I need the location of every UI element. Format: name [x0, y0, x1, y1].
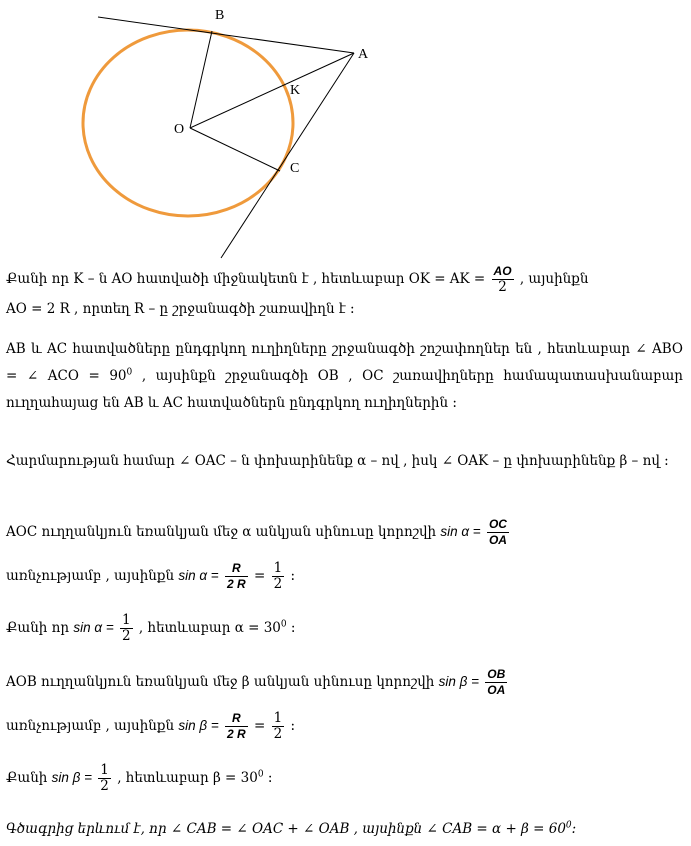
circle — [83, 30, 293, 216]
fraction-num: 1 — [273, 710, 283, 726]
radius-ob — [190, 31, 212, 128]
p4-text-b: առնչությամբ , այսինքն — [6, 568, 175, 584]
fraction-1-2 — [98, 763, 111, 794]
p5-f-pre: sin α = — [73, 620, 114, 635]
fraction-den: 2 — [100, 778, 109, 794]
p7-text-a: Քանի — [6, 770, 48, 786]
label-c: C — [290, 161, 300, 176]
geometry-figure — [0, 0, 691, 265]
paragraph-6 — [6, 660, 683, 748]
fraction-num: R — [225, 561, 248, 577]
p3-text: Հարմարության համար ∠ OAC – ն փոխարինենք α – ով , իսկ ∠ OAK – ը փոխարինենք β – ով : — [6, 453, 669, 469]
p8-sup: 0 — [565, 820, 572, 831]
p5-text-b: , հետևաբար α = 30 — [138, 620, 281, 636]
p4-eq: = — [253, 568, 266, 584]
fraction-num: 1 — [100, 762, 109, 778]
p5-end: : — [290, 620, 296, 636]
fraction-num: R — [225, 711, 248, 727]
paragraph-8 — [6, 816, 683, 842]
fraction-1-2 — [120, 613, 133, 644]
paragraph-3 — [6, 448, 683, 475]
fraction-den: OA — [488, 533, 507, 547]
fraction-oc-oa — [487, 517, 509, 548]
label-a: A — [358, 47, 369, 62]
p7-f-pre: sin β = — [51, 770, 92, 785]
p2-sup: 0 — [126, 367, 133, 378]
p6-eq: = — [253, 718, 266, 734]
p7-end: : — [267, 770, 273, 786]
p7-text-b: , հետևաբար β = 30 — [117, 770, 258, 786]
fraction-den: 2 — [122, 628, 131, 644]
p8-end: : — [571, 821, 577, 837]
paragraph-2 — [6, 336, 683, 417]
fraction-num: 1 — [273, 560, 283, 576]
paragraph-4 — [6, 510, 683, 598]
paragraph-5 — [6, 608, 683, 648]
p1-text-c: AO = 2 R , որտեղ R – ը շրջանագծի շառավիղն է : — [6, 301, 355, 317]
p4-f2-pre: sin α = — [178, 568, 219, 583]
fraction-num: 1 — [122, 612, 131, 628]
p6-text-b: առնչությամբ , այսինքն — [6, 718, 175, 734]
tangent-line-ab — [98, 17, 354, 53]
fraction-den: 2 — [273, 726, 283, 742]
label-o: O — [174, 122, 185, 137]
p6-f1-pre: sin β = — [438, 674, 479, 689]
p4-text-a: AOC ուղղանկյուն եռանկյան մեջ α անկյան սինուսը կորոշվի — [6, 524, 437, 540]
fraction-den: 2 — [498, 279, 507, 295]
paragraph-1 — [6, 264, 683, 323]
p2-text-b: , այսինքն շրջանագծի OB , OC շառավիղները համապատասխանաբար ուղղահայաց են AB և AC հատվածներն ընդգրկող ուղիղներին : — [6, 368, 683, 411]
fraction-den: 2 R — [226, 577, 246, 591]
fraction-r-2r — [225, 561, 248, 592]
fraction-ao-2 — [492, 264, 514, 295]
fraction-1-2 — [272, 711, 285, 742]
p5-text-a: Քանի որ — [6, 620, 70, 636]
radius-oc — [190, 128, 280, 171]
p6-end: : — [290, 718, 296, 734]
fraction-den: OA — [487, 683, 506, 697]
fraction-ob-oa — [485, 667, 507, 698]
paragraph-7 — [6, 758, 683, 798]
fraction-r-2r — [225, 711, 248, 742]
fraction-den: 2 R — [227, 727, 246, 741]
fraction-num: AO — [493, 264, 512, 278]
p8-text-a: Գծագրից երևում է, որ ∠ CAB = ∠ OAC + ∠ OAB , այսինքն ∠ CAB = α + β = 60 — [6, 821, 566, 837]
fraction-den: 2 — [273, 576, 283, 592]
p6-f2-pre: sin β = — [178, 718, 219, 733]
label-b: B — [215, 8, 225, 23]
p7-sup: 0 — [257, 769, 264, 780]
label-k: K — [290, 83, 301, 98]
fraction-num: OB — [487, 667, 506, 681]
fraction-num: OC — [488, 517, 507, 531]
p5-sup: 0 — [280, 619, 287, 630]
fraction-1-2 — [272, 561, 285, 592]
p1-text-b: , այսինքն — [519, 271, 589, 287]
p6-text-a: AOB ուղղանկյուն եռանկյան մեջ β անկյան սինուսը կորոշվի — [6, 674, 435, 690]
p4-f1-pre: sin α = — [440, 524, 481, 539]
p1-text-a: Քանի որ K – ն AO հատվածի միջնակետն է , հետևաբար OK = AK = — [6, 271, 486, 287]
p4-end: : — [290, 568, 296, 584]
p2-text-a: AB և AC հատվածները ընդգրկող ուղիղները շրջանագծի շոշափողներ են , հետևաբար ∠ ABO = ∠ ACO = 90 — [6, 341, 683, 384]
